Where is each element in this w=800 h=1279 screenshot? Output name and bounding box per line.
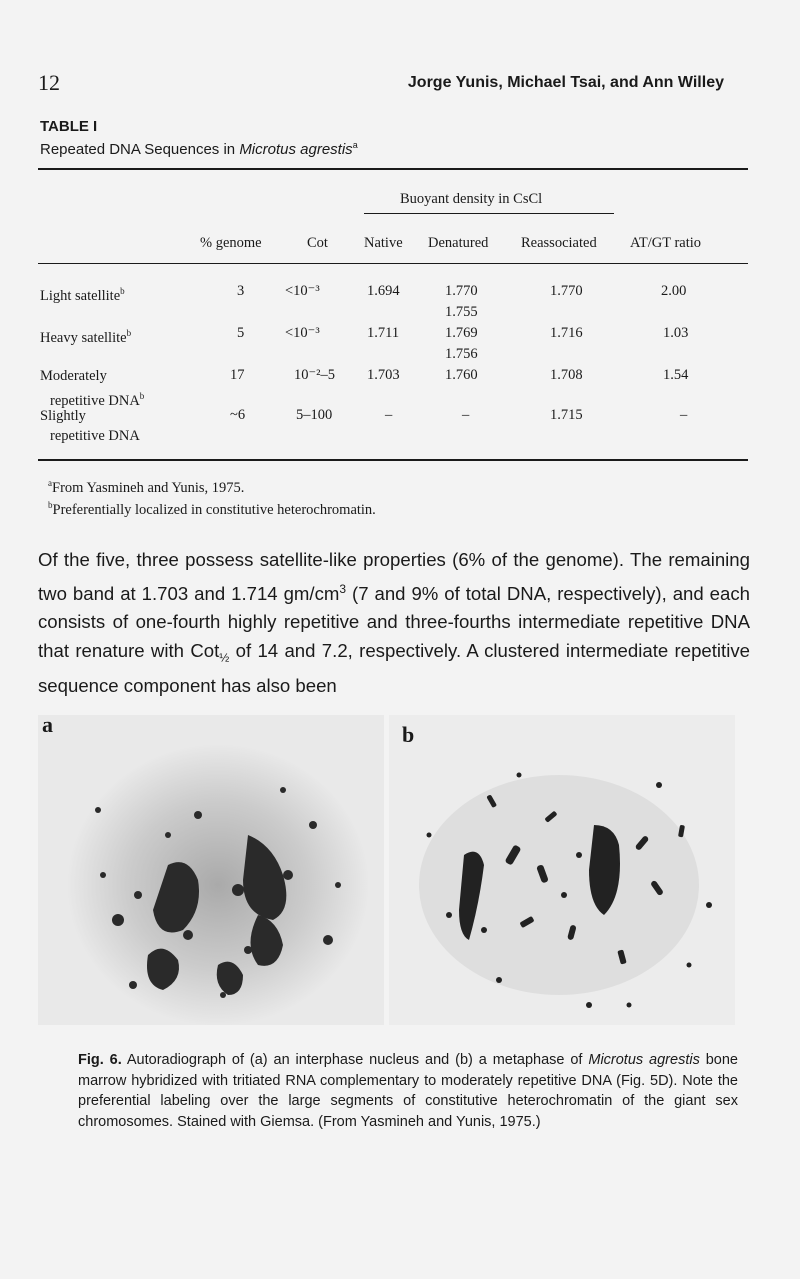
table-title-species: Microtus agrestis (239, 141, 353, 158)
table-label: TABLE I (40, 118, 98, 135)
body-paragraph: Of the five, three possess satellite-like properties (6% of the genome). The remaining two band at 1.703 and 1.714 $gm/cm^3$ (7 and 9% of total DNA, respectively), and each consists of one-fourth highly repetitive and three-fourths intermediate repetitive DNA that renature with Cot$_{\frac{1}{2}}$ of 14 and 7.2, respectively. A clustered intermediate repetitive sequence component has also been (38, 549, 750, 696)
table-cell-cot: <10⁻³ (285, 325, 320, 341)
table-row-label: Heavy satellite$^b$ (40, 328, 132, 346)
table-cell-reassociated: 1.716 (550, 325, 583, 341)
table-row-label: Slightly repetitive DNA (40, 408, 140, 444)
table-cell-genome: 17 (230, 367, 245, 383)
table-title (40, 140, 358, 158)
table-cell-reassociated: 1.708 (550, 367, 583, 383)
table-cell-ratio: 2.00 (661, 283, 687, 299)
table-cell-denatured: 1.769 (445, 325, 478, 341)
col-cot: Cot (307, 235, 328, 251)
running-head: Jorge Yunis, Michael Tsai, and Ann Willey (407, 74, 724, 91)
figure-caption: Fig. 6. Autoradiograph of (a) an interphase nucleus and (b) a metaphase of Microtus agrestis bone marrow hybridized with tritiated RNA complementary to moderately repetitive DNA (Fig. 5D). Note the preferential labeling over the large segments of constitutive heterochromatin of the giant sex chromosomes. Stained with Giemsa. (From Yasmineh and Yunis, 1975.) (78, 1052, 738, 1130)
figure-panel-a (38, 715, 384, 1025)
table-cell-genome: 3 (237, 283, 245, 299)
caption-label: Fig. 6. (78, 1052, 122, 1068)
table-footnote-b: $^b$Preferentially localized in constitutive heterochromatin. (48, 500, 376, 518)
table-cell-denatured-2: 1.755 (445, 304, 478, 320)
table-cell-native: 1.711 (367, 325, 400, 341)
caption-species: Microtus agrestis (588, 1052, 700, 1068)
panel-a-label: a (42, 712, 53, 737)
metaphase-image (389, 715, 735, 1025)
group-header: Buoyant density in CsCl (400, 191, 543, 207)
table-cell-genome: ~6 (230, 407, 246, 423)
panel-b-label: b (402, 722, 415, 747)
table-cell-cot: 10⁻²–5 (294, 367, 336, 383)
table-row-label: Light satellite$^b$ (40, 286, 125, 304)
table-cell-native: 1.694 (367, 283, 400, 299)
table-cell-ratio: 1.54 (663, 367, 689, 383)
col-denatured: Denatured (428, 235, 489, 251)
col-ratio: AT/GT ratio (630, 235, 702, 251)
table-cell-cot: <10⁻³ (285, 283, 320, 299)
page-number: 12 (38, 70, 60, 95)
table-cell-reassociated: 1.770 (550, 283, 583, 299)
table-cell-genome: 5 (237, 325, 245, 341)
table-title-prefix: Repeated DNA Sequences in (40, 141, 240, 158)
table-row-label: Moderately repetitive DNA$^b$ (40, 368, 145, 409)
table-cell-ratio: 1.03 (663, 325, 689, 341)
group-header-rule (364, 213, 614, 214)
col-native: Native (364, 235, 403, 251)
table-cell-cot: 5–100 (296, 407, 333, 423)
table-cell-denatured: – (462, 407, 470, 423)
col-reassociated: Reassociated (521, 235, 597, 251)
table-cell-denatured: 1.770 (445, 283, 478, 299)
table-cell-native: – (385, 407, 393, 423)
table-cell-denatured-2: 1.756 (445, 346, 478, 362)
table-footnote-a: $^a$From Yasmineh and Yunis, 1975. (48, 478, 245, 496)
table-bottom-rule (38, 459, 748, 461)
table-cell-native: 1.703 (367, 367, 400, 383)
table-cell-denatured: 1.760 (445, 367, 478, 383)
interphase-nucleus-image (38, 715, 384, 1025)
table-cell-reassociated: 1.715 (550, 407, 583, 423)
col-genome: % genome (200, 235, 262, 251)
table-top-rule (38, 168, 748, 170)
table-cell-ratio: – (680, 407, 688, 423)
table-title-note: a (352, 140, 358, 150)
table-header-rule (38, 263, 748, 264)
figure-panel-b (389, 715, 735, 1025)
